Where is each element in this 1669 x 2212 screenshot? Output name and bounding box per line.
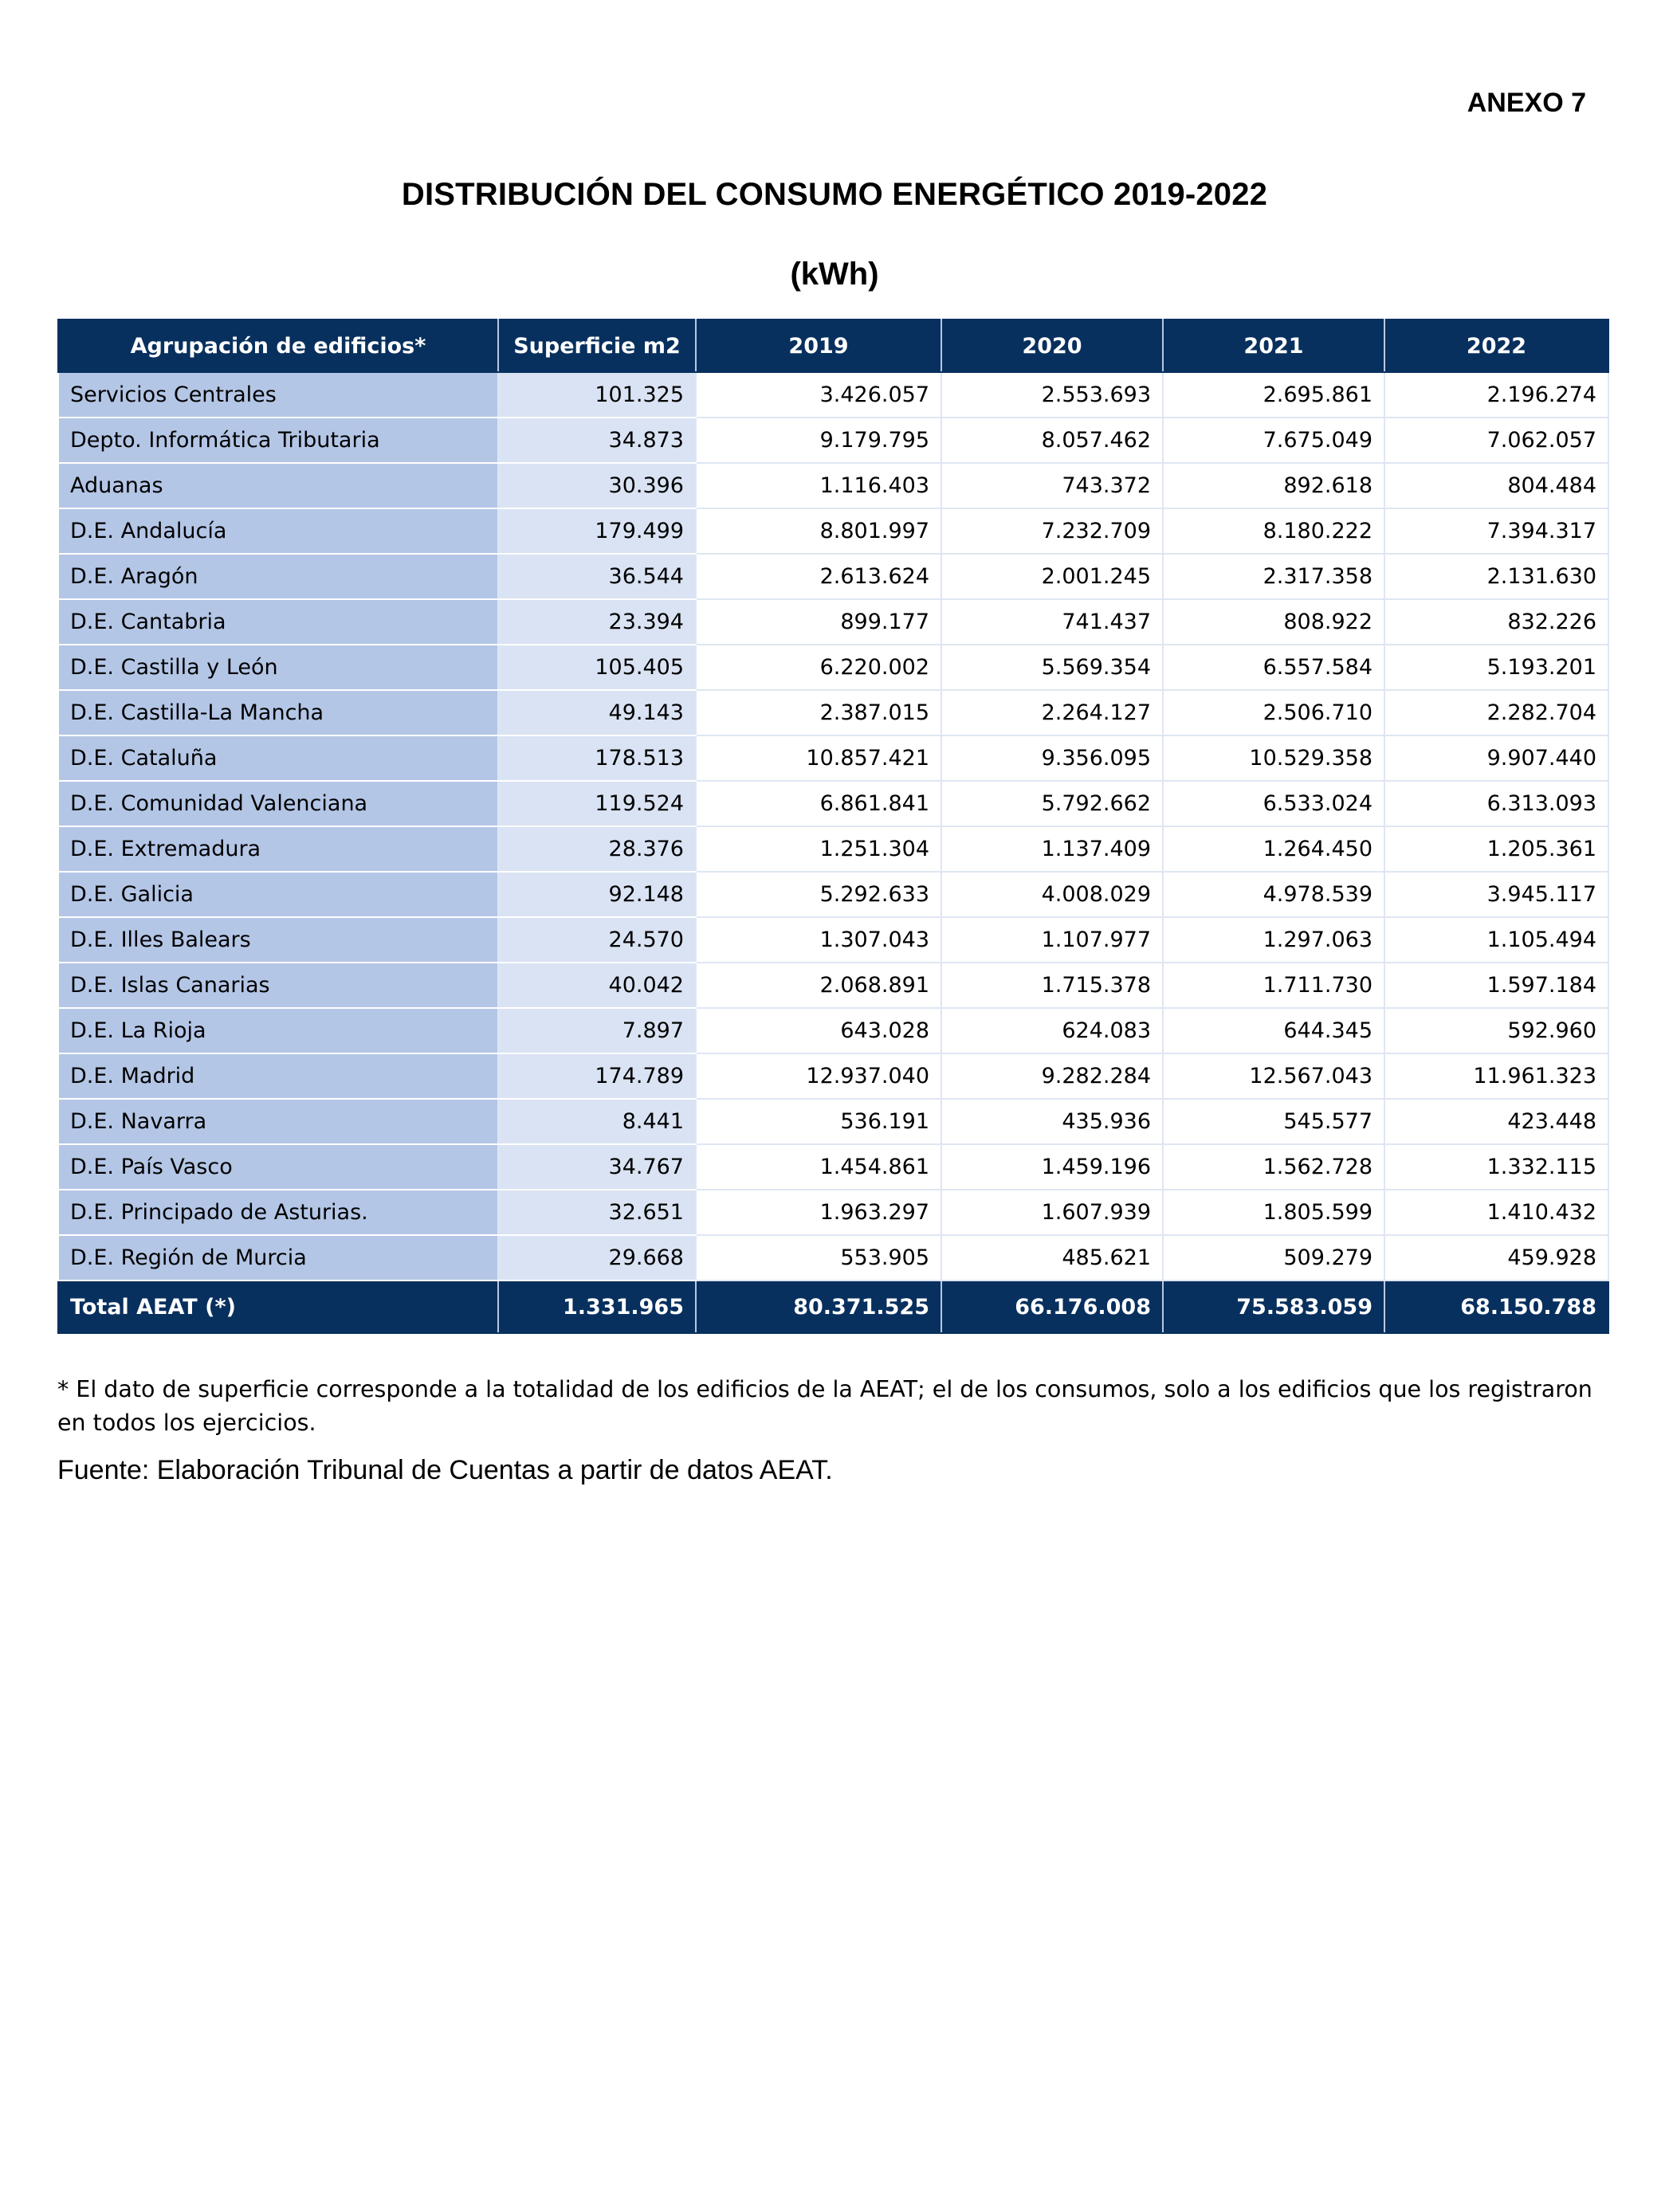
cell-2021: 1.711.730 [1163, 963, 1384, 1008]
cell-building-group: D.E. País Vasco [58, 1144, 498, 1190]
total-2022: 68.150.788 [1384, 1281, 1608, 1333]
cell-2022: 3.945.117 [1384, 872, 1608, 917]
table-row [58, 372, 1608, 418]
cell-2021: 7.675.049 [1163, 418, 1384, 463]
cell-building-group: D.E. Región de Murcia [58, 1235, 498, 1281]
cell-2022: 7.062.057 [1384, 418, 1608, 463]
table-row [58, 508, 1608, 554]
cell-building-group: Aduanas [58, 463, 498, 508]
cell-2020: 1.137.409 [941, 826, 1163, 872]
cell-2019: 1.454.861 [696, 1144, 941, 1190]
cell-2019: 10.857.421 [696, 735, 941, 781]
cell-surface: 105.405 [498, 645, 696, 690]
cell-building-group: Servicios Centrales [58, 372, 498, 418]
table-row [58, 554, 1608, 599]
total-label: Total AEAT (*) [58, 1281, 498, 1333]
cell-2021: 8.180.222 [1163, 508, 1384, 554]
cell-2019: 3.426.057 [696, 372, 941, 418]
cell-2022: 423.448 [1384, 1099, 1608, 1144]
total-2019: 80.371.525 [696, 1281, 941, 1333]
cell-2019: 1.307.043 [696, 917, 941, 963]
cell-2020: 741.437 [941, 599, 1163, 645]
footnote: * El dato de superficie corresponde a la totalidad de los edificios de la AEAT; el de los consumos, solo a los edificios que los registraron en todos los ejercicios. [57, 1376, 1592, 1436]
table-row [58, 1235, 1608, 1281]
cell-2022: 832.226 [1384, 599, 1608, 645]
cell-2020: 9.356.095 [941, 735, 1163, 781]
cell-surface: 23.394 [498, 599, 696, 645]
header-building-group: Agrupación de edificios* [58, 320, 498, 372]
table-row [58, 418, 1608, 463]
header-row [58, 320, 1608, 372]
cell-2021: 2.695.861 [1163, 372, 1384, 418]
cell-2021: 4.978.539 [1163, 872, 1384, 917]
cell-2019: 6.220.002 [696, 645, 941, 690]
table-row [58, 1008, 1608, 1053]
table-row [58, 463, 1608, 508]
cell-2021: 1.264.450 [1163, 826, 1384, 872]
table-row [58, 872, 1608, 917]
cell-2021: 509.279 [1163, 1235, 1384, 1281]
table-row [58, 599, 1608, 645]
cell-2020: 9.282.284 [941, 1053, 1163, 1099]
header-2019: 2019 [696, 320, 941, 372]
cell-2019: 536.191 [696, 1099, 941, 1144]
cell-2021: 1.805.599 [1163, 1190, 1384, 1235]
cell-2022: 1.105.494 [1384, 917, 1608, 963]
cell-surface: 34.767 [498, 1144, 696, 1190]
cell-2021: 644.345 [1163, 1008, 1384, 1053]
cell-2020: 2.264.127 [941, 690, 1163, 735]
energy-consumption-table [57, 319, 1609, 1334]
cell-2022: 2.196.274 [1384, 372, 1608, 418]
cell-2022: 6.313.093 [1384, 781, 1608, 826]
cell-surface: 174.789 [498, 1053, 696, 1099]
cell-2020: 5.569.354 [941, 645, 1163, 690]
cell-2020: 1.459.196 [941, 1144, 1163, 1190]
cell-2020: 743.372 [941, 463, 1163, 508]
cell-2021: 1.562.728 [1163, 1144, 1384, 1190]
cell-building-group: D.E. Principado de Asturias. [58, 1190, 498, 1235]
cell-building-group: D.E. Andalucía [58, 508, 498, 554]
header-2022: 2022 [1384, 320, 1608, 372]
cell-2020: 8.057.462 [941, 418, 1163, 463]
cell-building-group: D.E. Navarra [58, 1099, 498, 1144]
cell-2021: 12.567.043 [1163, 1053, 1384, 1099]
cell-2020: 4.008.029 [941, 872, 1163, 917]
cell-building-group: D.E. Cataluña [58, 735, 498, 781]
cell-surface: 28.376 [498, 826, 696, 872]
cell-2021: 545.577 [1163, 1099, 1384, 1144]
cell-2020: 435.936 [941, 1099, 1163, 1144]
cell-surface: 178.513 [498, 735, 696, 781]
cell-surface: 29.668 [498, 1235, 696, 1281]
table-row [58, 963, 1608, 1008]
cell-2019: 643.028 [696, 1008, 941, 1053]
cell-2020: 2.001.245 [941, 554, 1163, 599]
table-row [58, 690, 1608, 735]
table-body [58, 372, 1608, 1281]
cell-2020: 485.621 [941, 1235, 1163, 1281]
cell-surface: 32.651 [498, 1190, 696, 1235]
cell-surface: 30.396 [498, 463, 696, 508]
cell-surface: 8.441 [498, 1099, 696, 1144]
cell-building-group: D.E. La Rioja [58, 1008, 498, 1053]
cell-2022: 9.907.440 [1384, 735, 1608, 781]
cell-building-group: D.E. Islas Canarias [58, 963, 498, 1008]
total-2020: 66.176.008 [941, 1281, 1163, 1333]
cell-surface: 49.143 [498, 690, 696, 735]
cell-2019: 553.905 [696, 1235, 941, 1281]
cell-2020: 624.083 [941, 1008, 1163, 1053]
header-2021: 2021 [1163, 320, 1384, 372]
cell-building-group: D.E. Extremadura [58, 826, 498, 872]
cell-building-group: D.E. Illes Balears [58, 917, 498, 963]
cell-surface: 7.897 [498, 1008, 696, 1053]
cell-2022: 2.282.704 [1384, 690, 1608, 735]
cell-2019: 9.179.795 [696, 418, 941, 463]
cell-2022: 804.484 [1384, 463, 1608, 508]
cell-2019: 8.801.997 [696, 508, 941, 554]
cell-2021: 6.533.024 [1163, 781, 1384, 826]
cell-building-group: D.E. Cantabria [58, 599, 498, 645]
cell-2022: 1.410.432 [1384, 1190, 1608, 1235]
cell-2021: 2.317.358 [1163, 554, 1384, 599]
cell-2019: 6.861.841 [696, 781, 941, 826]
cell-2022: 2.131.630 [1384, 554, 1608, 599]
cell-2020: 1.107.977 [941, 917, 1163, 963]
cell-2019: 899.177 [696, 599, 941, 645]
total-row [58, 1281, 1608, 1333]
cell-2020: 7.232.709 [941, 508, 1163, 554]
cell-2019: 2.387.015 [696, 690, 941, 735]
cell-building-group: D.E. Galicia [58, 872, 498, 917]
cell-2021: 6.557.584 [1163, 645, 1384, 690]
cell-surface: 179.499 [498, 508, 696, 554]
cell-building-group: D.E. Castilla-La Mancha [58, 690, 498, 735]
table-row [58, 645, 1608, 690]
cell-2020: 2.553.693 [941, 372, 1163, 418]
cell-2019: 1.963.297 [696, 1190, 941, 1235]
cell-2021: 808.922 [1163, 599, 1384, 645]
cell-2021: 10.529.358 [1163, 735, 1384, 781]
cell-surface: 40.042 [498, 963, 696, 1008]
table-row [58, 781, 1608, 826]
cell-2022: 7.394.317 [1384, 508, 1608, 554]
cell-2020: 5.792.662 [941, 781, 1163, 826]
cell-surface: 24.570 [498, 917, 696, 963]
cell-building-group: D.E. Castilla y León [58, 645, 498, 690]
cell-2021: 892.618 [1163, 463, 1384, 508]
annex-label: ANEXO 7 [1467, 88, 1586, 118]
cell-surface: 92.148 [498, 872, 696, 917]
cell-2019: 1.116.403 [696, 463, 941, 508]
cell-2022: 1.205.361 [1384, 826, 1608, 872]
source-note: Fuente: Elaboración Tribunal de Cuentas a partir de datos AEAT. [57, 1455, 833, 1485]
header-surface: Superficie m2 [498, 320, 696, 372]
cell-surface: 34.873 [498, 418, 696, 463]
cell-surface: 101.325 [498, 372, 696, 418]
cell-2019: 2.068.891 [696, 963, 941, 1008]
cell-2022: 592.960 [1384, 1008, 1608, 1053]
cell-2022: 1.597.184 [1384, 963, 1608, 1008]
cell-2019: 5.292.633 [696, 872, 941, 917]
cell-2022: 459.928 [1384, 1235, 1608, 1281]
total-2021: 75.583.059 [1163, 1281, 1384, 1333]
cell-2022: 1.332.115 [1384, 1144, 1608, 1190]
cell-surface: 36.544 [498, 554, 696, 599]
table-row [58, 1190, 1608, 1235]
table-row [58, 1053, 1608, 1099]
cell-building-group: D.E. Madrid [58, 1053, 498, 1099]
table-row [58, 1144, 1608, 1190]
cell-2021: 1.297.063 [1163, 917, 1384, 963]
cell-building-group: D.E. Aragón [58, 554, 498, 599]
cell-building-group: Depto. Informática Tributaria [58, 418, 498, 463]
cell-2020: 1.715.378 [941, 963, 1163, 1008]
cell-2019: 2.613.624 [696, 554, 941, 599]
table-row [58, 826, 1608, 872]
cell-2021: 2.506.710 [1163, 690, 1384, 735]
table-header [58, 320, 1608, 372]
unit-label: (kWh) [790, 257, 879, 292]
table-total [58, 1281, 1608, 1333]
cell-2019: 1.251.304 [696, 826, 941, 872]
cell-surface: 119.524 [498, 781, 696, 826]
header-2020: 2020 [941, 320, 1163, 372]
table-row [58, 735, 1608, 781]
table-row [58, 917, 1608, 963]
cell-2020: 1.607.939 [941, 1190, 1163, 1235]
cell-2019: 12.937.040 [696, 1053, 941, 1099]
page-title: DISTRIBUCIÓN DEL CONSUMO ENERGÉTICO 2019-2022 [401, 177, 1268, 212]
cell-2022: 11.961.323 [1384, 1053, 1608, 1099]
total-surface: 1.331.965 [498, 1281, 696, 1333]
cell-2022: 5.193.201 [1384, 645, 1608, 690]
cell-building-group: D.E. Comunidad Valenciana [58, 781, 498, 826]
table-row [58, 1099, 1608, 1144]
